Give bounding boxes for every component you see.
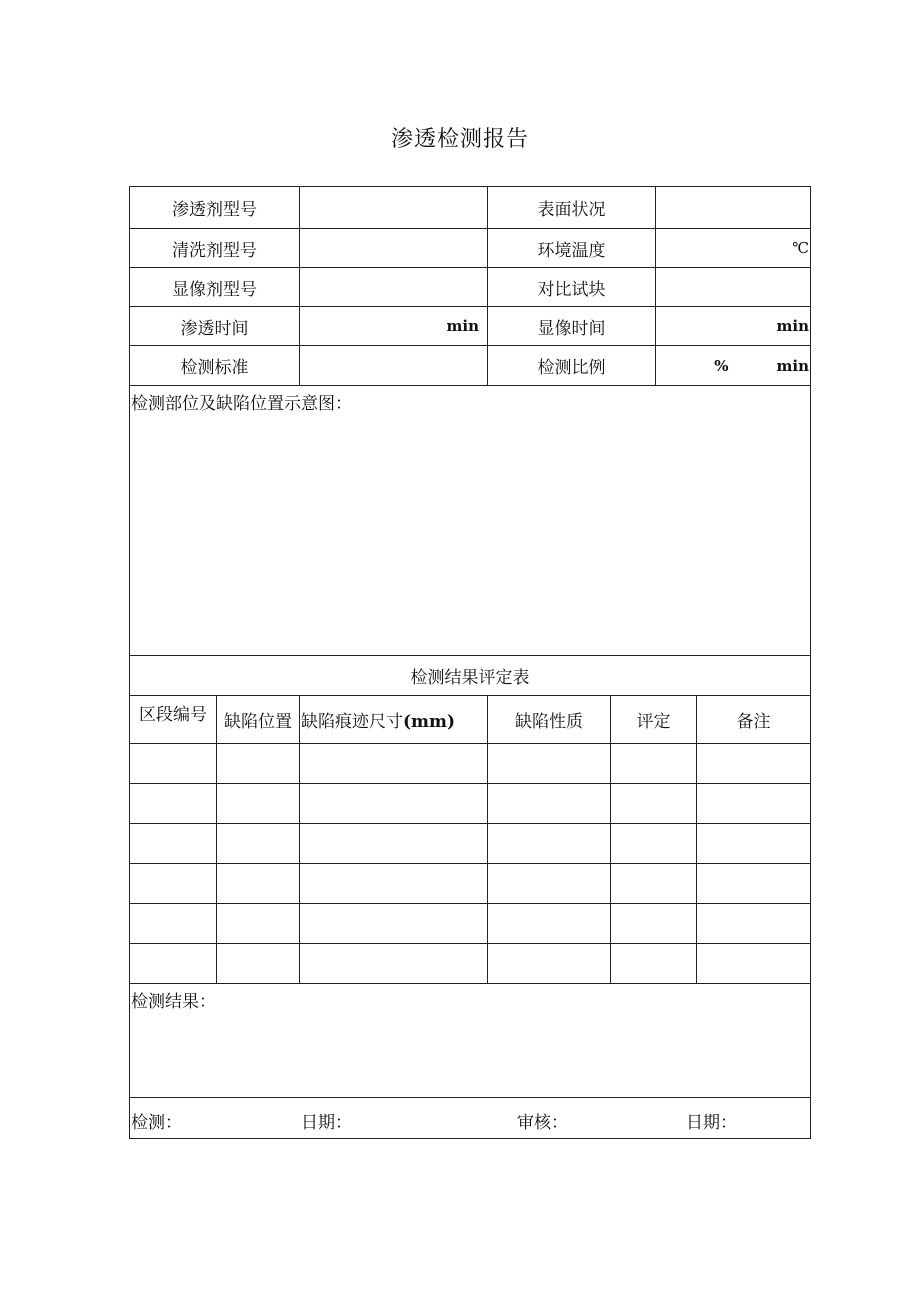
min-unit: min	[776, 356, 810, 375]
col-header-defect-nature: 缺陷性质	[488, 696, 611, 744]
table-cell[interactable]	[300, 904, 488, 944]
table-row	[130, 824, 811, 864]
table-cell[interactable]	[488, 864, 611, 904]
evaluation-header-row	[130, 696, 811, 744]
table-cell[interactable]	[697, 744, 811, 784]
celsius-unit: ℃	[792, 239, 810, 257]
sketch-row	[130, 386, 811, 656]
table-cell[interactable]	[488, 784, 611, 824]
temperature-value[interactable]	[656, 229, 811, 268]
reviewer-label: 审核：	[517, 1113, 568, 1133]
table-row	[130, 784, 811, 824]
report-form	[129, 186, 811, 1139]
table-cell[interactable]	[300, 864, 488, 904]
develop-time-value[interactable]	[656, 307, 811, 346]
param-label: 检测标准	[130, 346, 300, 386]
table-cell[interactable]	[300, 784, 488, 824]
evaluation-title: 检测结果评定表	[130, 656, 811, 696]
min-unit: min	[446, 317, 479, 335]
param-label: 显像时间	[488, 307, 656, 346]
param-value[interactable]	[300, 229, 488, 268]
table-cell[interactable]	[130, 944, 217, 984]
param-row	[130, 187, 811, 229]
evaluation-title-row	[130, 656, 811, 696]
percent-unit: %	[714, 356, 729, 375]
mm-unit: (mm)	[403, 712, 456, 732]
table-cell[interactable]	[217, 864, 300, 904]
signature-cell	[130, 1098, 811, 1139]
table-cell[interactable]	[130, 824, 217, 864]
col-header-rating: 评定	[611, 696, 697, 744]
table-cell[interactable]	[488, 944, 611, 984]
param-row	[130, 346, 811, 386]
param-label: 检测比例	[488, 346, 656, 386]
param-label: 渗透时间	[130, 307, 300, 346]
table-row	[130, 904, 811, 944]
table-cell[interactable]	[697, 944, 811, 984]
table-cell[interactable]	[488, 904, 611, 944]
param-value[interactable]	[300, 187, 488, 229]
table-cell[interactable]	[697, 864, 811, 904]
table-cell[interactable]	[300, 744, 488, 784]
sketch-area[interactable]	[130, 386, 811, 656]
table-cell[interactable]	[217, 944, 300, 984]
sketch-label: 检测部位及缺陷位置示意图：	[131, 394, 352, 414]
param-label: 表面状况	[488, 187, 656, 229]
col-header-section-no: 区段编号	[130, 696, 217, 744]
table-cell[interactable]	[611, 864, 697, 904]
table-cell[interactable]	[488, 824, 611, 864]
min-unit: min	[776, 317, 810, 335]
param-label: 对比试块	[488, 268, 656, 307]
table-cell[interactable]	[217, 904, 300, 944]
review-date-label: 日期：	[686, 1113, 737, 1133]
table-cell[interactable]	[697, 784, 811, 824]
table-cell[interactable]	[130, 904, 217, 944]
table-cell[interactable]	[300, 824, 488, 864]
result-area[interactable]	[130, 984, 811, 1098]
param-value[interactable]	[656, 268, 811, 307]
param-value[interactable]	[300, 268, 488, 307]
penetration-time-value[interactable]	[300, 307, 488, 346]
table-row	[130, 864, 811, 904]
param-value[interactable]	[656, 187, 811, 229]
inspector-label: 检测：	[131, 1113, 182, 1133]
inspect-date-label: 日期：	[301, 1113, 352, 1133]
table-cell[interactable]	[611, 824, 697, 864]
table-cell[interactable]	[300, 944, 488, 984]
table-cell[interactable]	[611, 784, 697, 824]
table-cell[interactable]	[217, 744, 300, 784]
param-label: 显像剂型号	[130, 268, 300, 307]
result-row	[130, 984, 811, 1098]
col-header-defect-location: 缺陷位置	[217, 696, 300, 744]
col-header-defect-size	[300, 696, 488, 744]
table-cell[interactable]	[488, 744, 611, 784]
signature-row	[130, 1098, 811, 1139]
table-cell[interactable]	[611, 904, 697, 944]
table-row	[130, 744, 811, 784]
param-row	[130, 268, 811, 307]
param-label: 渗透剂型号	[130, 187, 300, 229]
table-cell[interactable]	[130, 744, 217, 784]
table-cell[interactable]	[611, 944, 697, 984]
table-cell[interactable]	[130, 784, 217, 824]
report-title: 渗透检测报告	[390, 127, 529, 152]
table-cell[interactable]	[217, 784, 300, 824]
table-cell[interactable]	[611, 744, 697, 784]
param-row	[130, 229, 811, 268]
param-row	[130, 307, 811, 346]
signature-line	[130, 1098, 810, 1138]
result-label: 检测结果：	[131, 992, 216, 1012]
col-header-remarks: 备注	[697, 696, 811, 744]
param-value[interactable]	[300, 346, 488, 386]
table-cell[interactable]	[697, 824, 811, 864]
table-row	[130, 944, 811, 984]
table-cell[interactable]	[130, 864, 217, 904]
param-label: 清洗剂型号	[130, 229, 300, 268]
table-cell[interactable]	[217, 824, 300, 864]
table-cell[interactable]	[697, 904, 811, 944]
defect-size-label: 缺陷痕迹尺寸	[301, 712, 403, 732]
inspection-ratio-value[interactable]	[656, 346, 811, 386]
param-label: 环境温度	[488, 229, 656, 268]
